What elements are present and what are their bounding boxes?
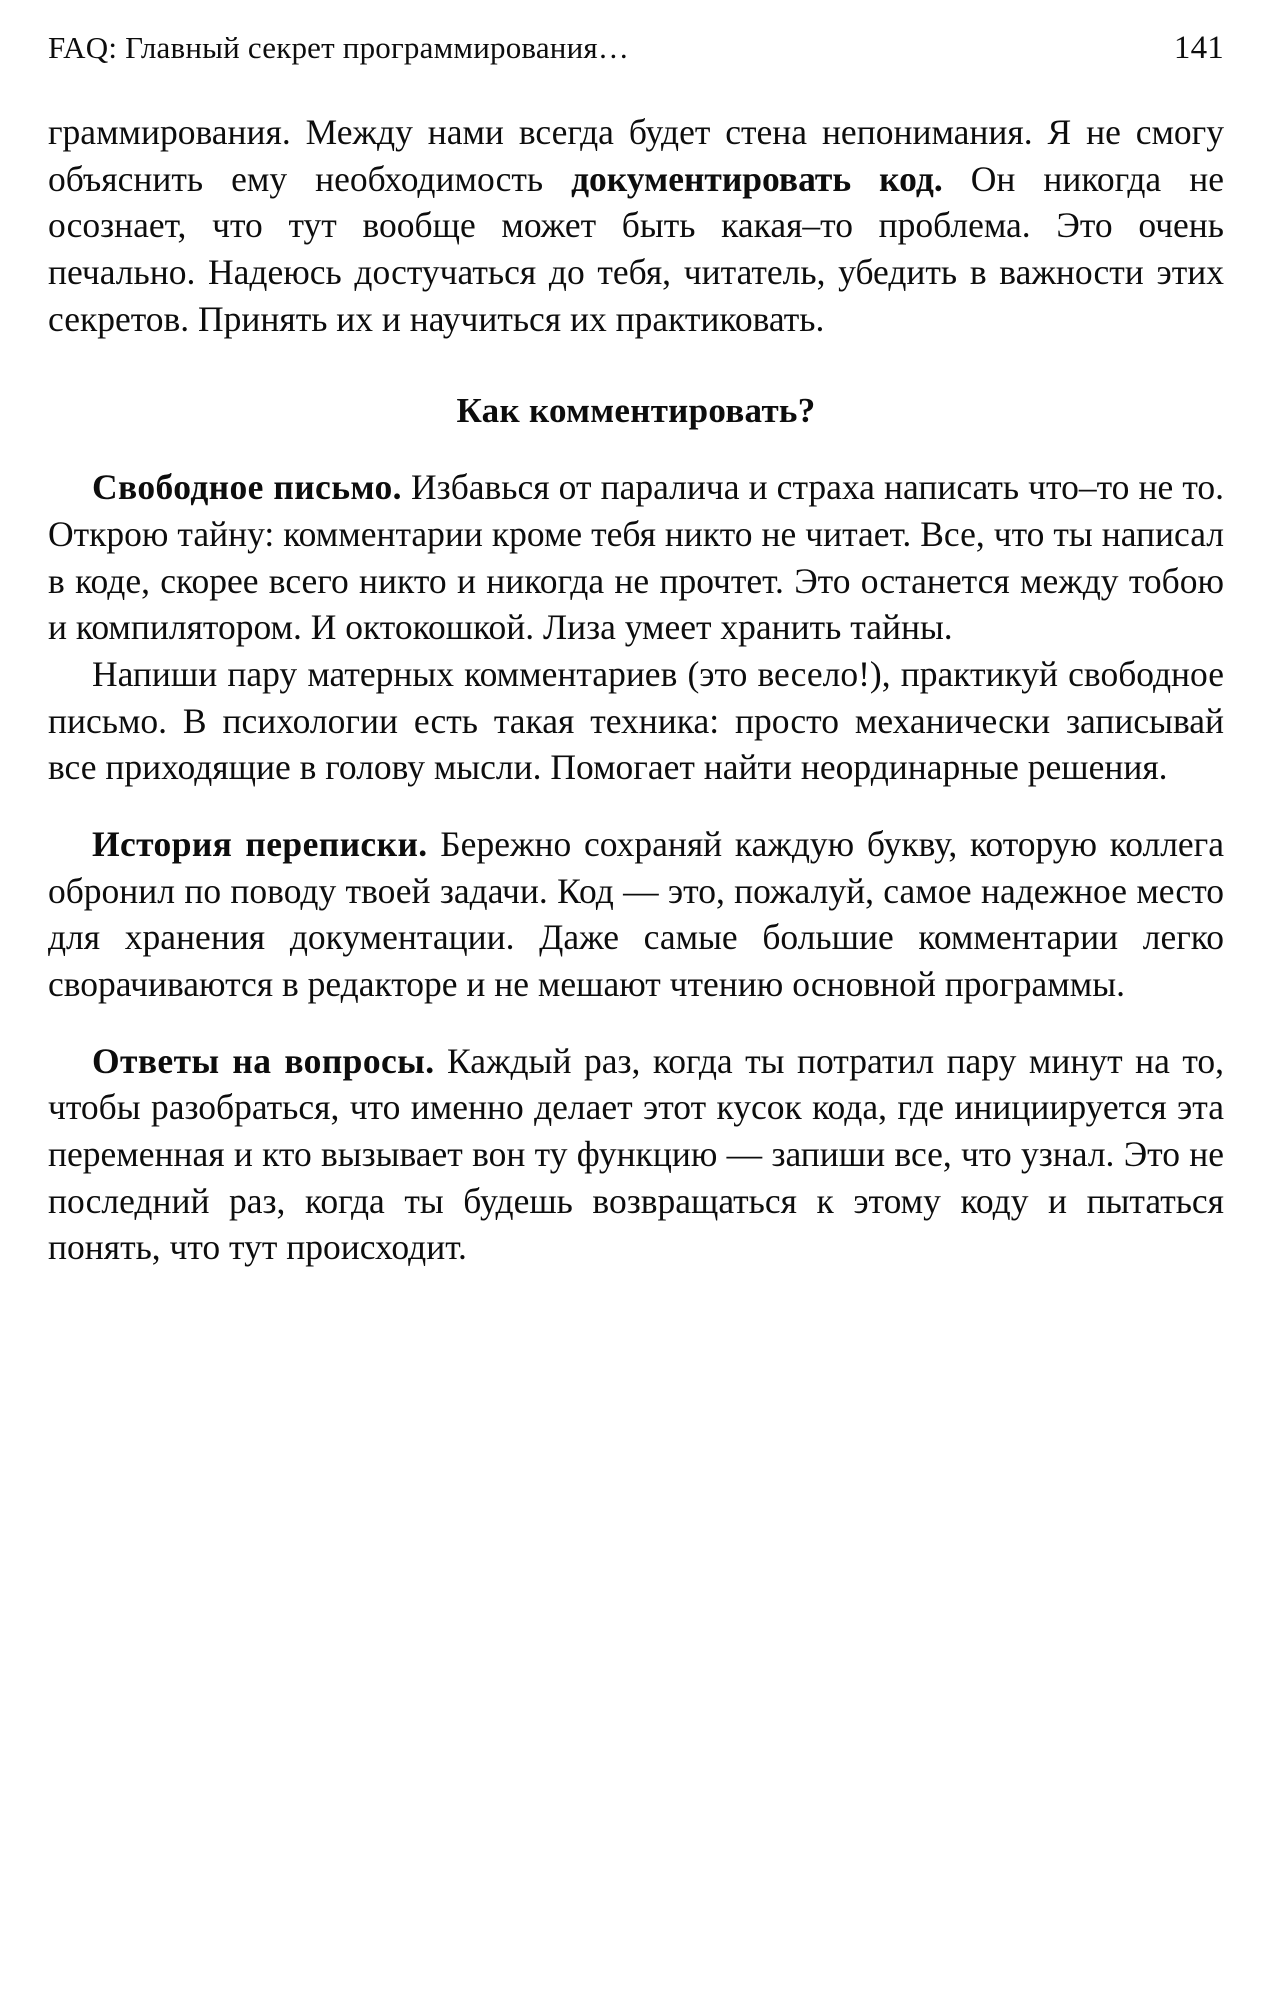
paragraph-practice	[48, 651, 1224, 791]
paragraph-lead-in: История переписки.	[92, 824, 428, 865]
paragraph-free-writing	[48, 464, 1224, 651]
inline-bold-term: документировать код.	[571, 158, 943, 199]
paragraph-continuation	[48, 109, 1224, 342]
paragraph-text: граммирования. Между нами всегда будет стена непонимания. Я не смогу объяснить ему необходимость	[48, 112, 1224, 199]
running-head	[48, 30, 1224, 67]
paragraph-correspondence-history	[48, 821, 1224, 1008]
paragraph-text-2: Он никогда не осознает, что тут вообще может быть какая–то проблема. Это очень печально. Надеюсь достучаться до тебя, читатель, убедить в важности этих секретов. Принять их и научиться их практиковать.	[48, 158, 1224, 339]
paragraph-body-text: Бережно сохраняй каждую букву, которую коллега обронил по поводу твоей задачи. Код — это, пожалуй, самое надежное место для хранения документации. Даже самые большие комментарии легко сворачиваются в редакторе и не мешают чтению основной программы.	[48, 824, 1224, 1005]
paragraph-answers-to-questions	[48, 1038, 1224, 1271]
paragraph-body-text: Каждый раз, когда ты потратил пару минут на то, чтобы разобраться, что именно делает этот кусок кода, где инициируется эта переменная и кто вызывает вон ту функцию — запиши все, что узнал. Это не последний раз, когда ты будешь возвращаться к этому коду и пытаться понять, что тут происходит.	[48, 1040, 1225, 1268]
paragraph-body-text: Напиши пару матерных комментариев (это весело!), практикуй свободное письмо. В психологии есть такая техника: просто механически записывай все приходящие в голову мысли. Помогает найти неординарные решения.	[48, 654, 1224, 788]
running-head-title: FAQ: Главный секрет программирования…	[48, 30, 630, 65]
paragraph-body-text: Избавься от паралича и страха написать что–то не то. Открою тайну: комментарии кроме тебя никто не читает. Все, что ты написал в коде, скорее всего никто и никогда не прочтет. Это останется между тобою и компилятором. И октокошкой. Лиза умеет хранить тайны.	[48, 467, 1224, 648]
page-body	[48, 109, 1224, 1271]
page-number: 141	[1173, 30, 1224, 66]
paragraph-lead-in: Свободное письмо.	[92, 467, 402, 508]
section-heading: Как комментировать?	[456, 391, 816, 431]
paragraph-lead-in: Ответы на вопросы.	[92, 1040, 435, 1081]
